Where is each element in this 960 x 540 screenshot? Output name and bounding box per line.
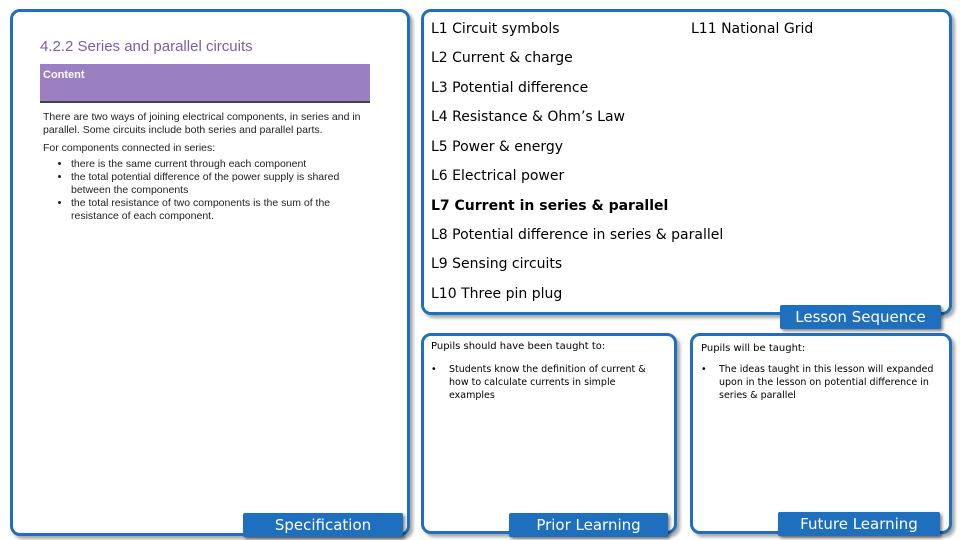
lesson-item: L6 Electrical power [431,168,565,184]
specification-label: Specification [243,513,403,537]
prior-learning-label: Prior Learning [509,513,668,537]
spec-intro: There are two ways of joining electrical components, in series and in parallel. Some circuits include both series and parallel parts. [43,111,361,136]
future-learning-item: The ideas taught in this lesson will expanded upon in the lesson on potential difference in series & parallel [719,364,934,401]
lesson-item: L8 Potential difference in series & parallel [431,227,724,243]
spec-content-label: Content [43,69,85,81]
spec-series-heading: For components connected in series: [43,142,216,154]
lesson-item: L11 National Grid [691,21,814,37]
spec-body [43,111,378,223]
lesson-item: L10 Three pin plug [431,286,563,302]
spec-bullet: • the total potential difference of the power supply is shared between the components [71,171,378,196]
spec-title: 4.2.2 Series and parallel circuits [40,38,253,55]
lesson-sequence-label: Lesson Sequence [780,305,941,329]
prior-learning-item: Students know the definition of current & how to calculate currents in simple examples [449,364,646,401]
spec-bullet-list [43,158,378,223]
current-lesson-item: L7 Current in series & parallel [431,198,669,214]
spec-bullet: • there is the same current through each component [71,158,378,171]
future-learning-list [701,363,941,402]
prior-learning-heading: Pupils should have been taught to: [431,341,606,352]
lesson-item: L9 Sensing circuits [431,256,563,272]
prior-learning-list [431,363,657,402]
lesson-item: L4 Resistance & Ohm’s Law [431,109,625,125]
future-learning-heading: Pupils will be taught: [701,343,806,354]
spec-content-header [40,64,370,103]
lesson-item: L2 Current & charge [431,50,573,66]
spec-bullet: • the total resistance of two components is the sum of the resistance of each component. [71,197,378,222]
future-learning-label: Future Learning [778,512,940,536]
lesson-item: L3 Potential difference [431,80,589,96]
lesson-item: L1 Circuit symbols [431,21,560,37]
lesson-item: L5 Power & energy [431,139,564,155]
bullet-icon: • [701,364,707,375]
bullet-icon: • [431,364,437,375]
